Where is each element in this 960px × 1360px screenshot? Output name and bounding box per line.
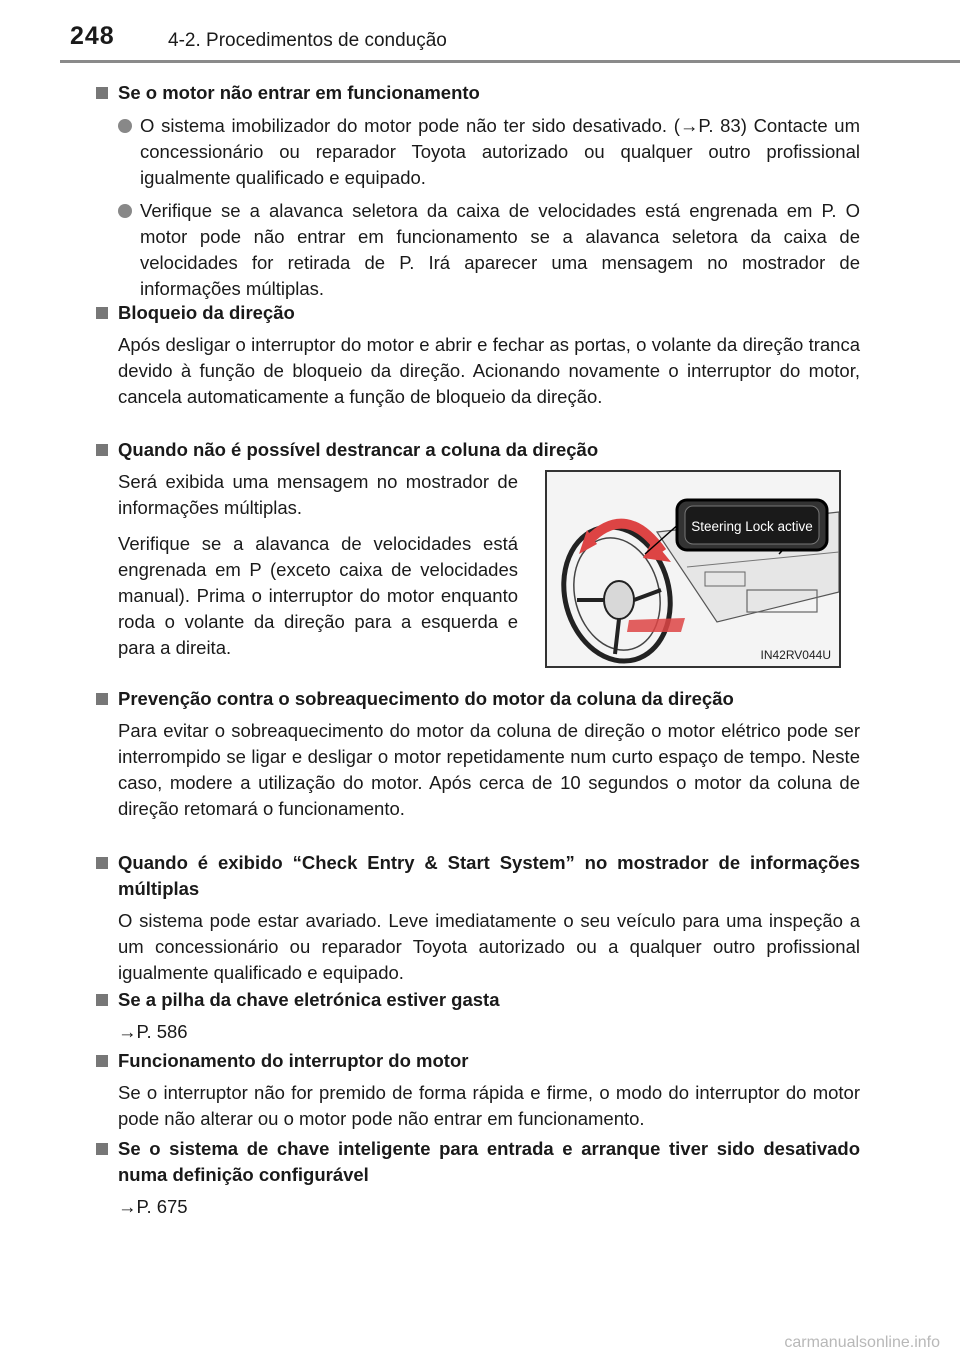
square-bullet-icon [96,994,108,1006]
section-sobreaquecimento [96,686,860,822]
section-body: Se o interruptor não for premido de forma rápida e firme, o modo do interruptor do motor pode não alterar ou o motor pode não entrar em funcionamento. [118,1082,860,1129]
section-check-entry [96,850,860,986]
figure-code: IN42RV044U [760,648,831,662]
circle-bullet-icon [118,204,132,218]
list-item: O sistema imobilizador do motor pode não ter sido desativado. (→P. 83) Contacte um concessionário ou reparador Toyota autorizado ou qualquer outro profissional igualmente qualificado e equipado. [118,113,860,191]
square-bullet-icon [96,307,108,319]
section-title: Se a pilha da chave eletrónica estiver gasta [96,987,860,1013]
section-chave-inteligente [96,1136,860,1220]
circle-bullet-icon [118,119,132,133]
square-bullet-icon [96,87,108,99]
section-title: Se o motor não entrar em funcionamento [96,80,860,106]
display-message: Steering Lock active [691,519,813,534]
steering-lock-illustration [545,470,841,668]
square-bullet-icon [96,857,108,869]
steering-wheel-icon [547,472,839,666]
section-body: O sistema pode estar avariado. Leve imediatamente o seu veículo para uma inspeção a um concessionário ou reparador Toyota autorizado ou a qualquer outro profissional igualmente qualificado e equipado. [118,910,860,983]
section-body: Será exibida uma mensagem no mostrador de informações múltiplas. Verifique se a alavanca de velocidades está engrenada em P (exceto caixa de velocidades manual). Prima o interruptor do motor enquanto roda o volante da direção para a esquerda e para a direita. [118,471,518,658]
page-reference: →P. 586 [118,1021,188,1042]
page-number: 248 [70,22,115,50]
section-title: Quando é exibido “Check Entry & Start System” no mostrador de informações múltiplas [96,850,860,902]
section-bloqueio [96,300,860,410]
list-item: Verifique se a alavanca seletora da caixa de velocidades está engrenada em P. O motor pode não entrar em funcionamento se a alavanca seletora da caixa de velocidades for retirada de P. Irá aparecer uma mensagem no mostrador de informações múltiplas. [118,198,860,302]
section-title: Se o sistema de chave inteligente para entrada e arranque tiver sido desativado numa definição configurável [96,1136,860,1188]
section-body: Após desligar o interruptor do motor e abrir e fechar as portas, o volante da direção tranca devido à função de bloqueio da direção. Acionando novamente o interruptor do motor, cancela automaticamente a função de bloqueio da direção. [118,334,860,407]
square-bullet-icon [96,693,108,705]
section-motor [96,80,860,302]
watermark: carmanualsonline.info [784,1334,940,1351]
section-interruptor [96,1048,860,1132]
page-header [0,0,960,68]
section-pilha [96,987,860,1045]
square-bullet-icon [96,1143,108,1155]
section-body: Para evitar o sobreaquecimento do motor da coluna de direção o motor elétrico pode ser interrompido se ligar e desligar o motor repetidamente num curto espaço de tempo. Neste caso, modere a utilização do motor. Após cerca de 10 segundos o motor da coluna de direção retomará o funcionamento. [118,720,860,819]
square-bullet-icon [96,1055,108,1067]
page-reference: →P. 675 [118,1196,188,1217]
section-title: Prevenção contra o sobreaquecimento do motor da coluna da direção [96,686,860,712]
section-title: Bloqueio da direção [96,300,860,326]
chapter-title: 4-2. Procedimentos de condução [168,30,447,51]
header-divider [60,60,960,63]
section-title: Funcionamento do interruptor do motor [96,1048,860,1074]
section-title: Quando não é possível destrancar a coluna da direção [96,437,860,463]
square-bullet-icon [96,444,108,456]
